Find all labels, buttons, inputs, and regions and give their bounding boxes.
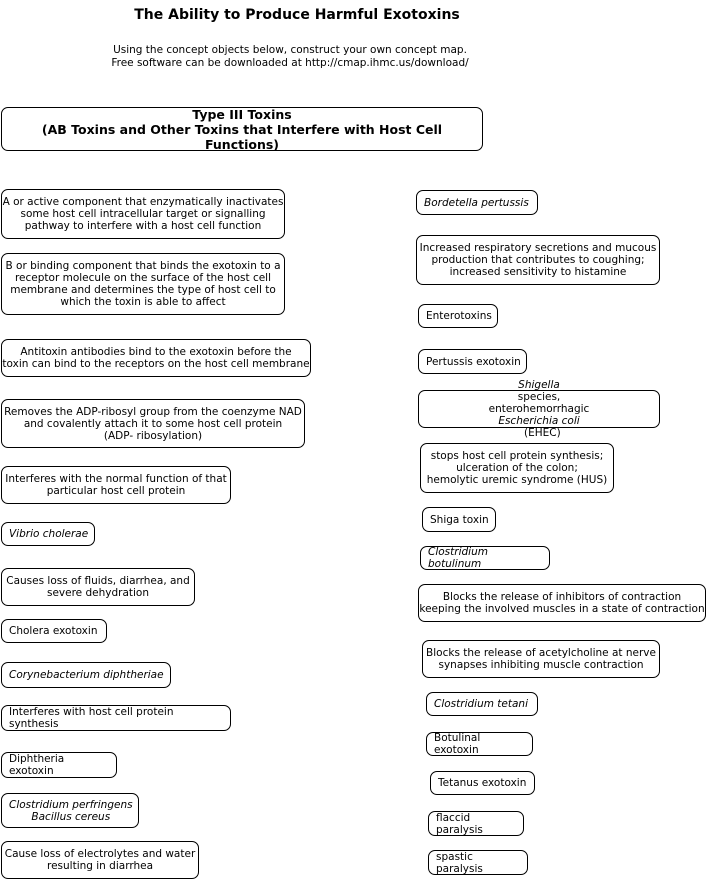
concept-line: increased sensitivity to histamine — [449, 266, 627, 278]
concept-text: Botulinal exotoxin — [434, 732, 481, 756]
concept-line: severe dehydration — [46, 587, 149, 599]
concept-clostridium-perfringens[interactable] — [1, 793, 139, 828]
concept-corynebacterium[interactable] — [1, 662, 171, 688]
concept-line: membrane and determines the type of host cell to — [10, 284, 276, 296]
concept-line: Blocks the release of acetylcholine at nerve — [426, 647, 656, 659]
concept-b-component[interactable] — [1, 253, 285, 315]
concept-line: particular host cell protein — [46, 485, 186, 497]
concept-text: Shiga toxin — [430, 513, 489, 526]
concept-line: B or binding component that binds the exotoxin to a — [5, 260, 281, 272]
concept-cholera-exotoxin[interactable] — [1, 619, 107, 643]
escherichia-coli: Escherichia coli — [498, 415, 580, 427]
concept-line: stops host cell protein synthesis; — [430, 450, 604, 462]
concept-line: toxin can bind to the receptors on the host cell membrane — [2, 358, 310, 370]
concept-text: Pertussis exotoxin — [426, 355, 521, 368]
concept-line: synapses inhibiting muscle contraction — [438, 659, 644, 671]
concept-clostridium-tetani[interactable] — [426, 692, 538, 716]
concept-interferes-function[interactable] — [1, 466, 231, 504]
concept-fluid-loss[interactable] — [1, 568, 195, 606]
concept-line: Antitoxin antibodies bind to the exotoxin before the — [20, 346, 292, 358]
concept-text: Clostridium botulinum — [428, 546, 488, 570]
concept-spastic-paralysis[interactable] — [428, 850, 528, 875]
concept-line — [489, 403, 590, 439]
instructions — [0, 44, 580, 70]
concept-a-component[interactable] — [1, 189, 285, 239]
instructions-line-2: Free software can be downloaded at http://cmap.ihmc.us/download/ — [111, 57, 469, 69]
concept-blocks-inhibitors[interactable] — [418, 584, 706, 622]
concept-line: Cause loss of electrolytes and water — [4, 848, 196, 860]
shigella-species: species, — [517, 391, 561, 403]
concept-electrolytes[interactable] — [1, 841, 199, 879]
concept-line — [489, 379, 590, 403]
concept-shigella[interactable] — [418, 379, 660, 439]
concept-text: Bordetella pertussis — [424, 196, 529, 209]
concept-respiratory[interactable] — [416, 235, 660, 285]
shigella-genus: Shigella — [518, 379, 560, 391]
page-title: The Ability to Produce Harmful Exotoxins — [134, 7, 460, 23]
concept-line: Blocks the release of inhibitors of contraction — [442, 591, 682, 603]
concept-protein-synthesis[interactable] — [1, 705, 231, 731]
ehec-prefix: enterohemorrhagic — [488, 403, 590, 415]
concept-flaccid-paralysis[interactable] — [428, 811, 524, 836]
header-line-1: Type III Toxins — [192, 106, 292, 122]
concept-line: and covalently attach it to some host cell protein — [23, 417, 283, 430]
concept-text: flaccid paralysis — [436, 811, 483, 836]
concept-text: Diphtheria exotoxin — [9, 753, 65, 777]
concept-line: which the toxin is able to affect — [60, 296, 226, 308]
concept-text: Corynebacterium diphtheriae — [9, 669, 164, 681]
concept-line: production that contributes to coughing; — [431, 254, 645, 266]
concept-line: A or active component that enzymatically inactivates — [2, 196, 284, 208]
concept-pertussis-exotoxin[interactable] — [418, 349, 527, 374]
concept-stops-synthesis[interactable] — [420, 443, 614, 493]
concept-line: receptor molecule on the surface of the host cell — [14, 272, 272, 284]
concept-text: Vibrio cholerae — [9, 528, 89, 540]
concept-line: hemolytic uremic syndrome (HUS) — [426, 474, 608, 486]
ehec-suffix: (EHEC) — [517, 427, 561, 439]
concept-adp-ribosylation[interactable] — [1, 399, 305, 448]
concept-text: spastic paralysis — [436, 850, 483, 875]
concept-shiga-toxin[interactable] — [422, 507, 496, 532]
concept-line: keeping the involved muscles in a state of contraction — [419, 603, 705, 615]
concept-line: (ADP- ribosylation) — [103, 429, 203, 442]
concept-line: Interferes with the normal function of that — [5, 473, 227, 485]
concept-line: ulceration of the colon; — [456, 462, 578, 474]
concept-line: resulting in diarrhea — [46, 860, 154, 872]
concept-text: Interferes with host cell protein synthesis — [9, 706, 174, 730]
concept-line: Clostridium perfringens — [9, 798, 133, 811]
concept-line: Increased respiratory secretions and mucous — [419, 242, 657, 254]
concept-line: some host cell intracellular target or signalling — [20, 208, 266, 220]
header-line-2: (AB Toxins and Other Toxins that Interfere with Host Cell Functions) — [41, 121, 443, 152]
concept-text: Cholera exotoxin — [9, 625, 98, 637]
concept-blocks-acetylcholine[interactable] — [422, 640, 660, 678]
concept-line: Bacillus cereus — [31, 810, 111, 823]
instructions-line-1: Using the concept objects below, construct your own concept map. — [113, 44, 467, 56]
concept-bordetella[interactable] — [416, 190, 538, 215]
concept-diphtheria-exotoxin[interactable] — [1, 752, 117, 778]
concept-text: Clostridium tetani — [434, 698, 528, 710]
concept-line: Causes loss of fluids, diarrhea, and — [6, 575, 190, 587]
concept-line: Removes the ADP-ribosyl group from the coenzyme NAD — [4, 405, 302, 418]
concept-text: Enterotoxins — [426, 310, 492, 322]
concept-text: Tetanus exotoxin — [438, 777, 527, 789]
concept-antitoxin[interactable] — [1, 339, 311, 377]
concept-tetanus-exotoxin[interactable] — [430, 771, 535, 795]
concept-clostridium-botulinum[interactable] — [420, 546, 550, 570]
concept-enterotoxins[interactable] — [418, 304, 498, 328]
concept-botulinal-exotoxin[interactable] — [426, 732, 533, 756]
type-iii-toxins-header[interactable] — [1, 107, 483, 151]
concept-line: pathway to interfere with a host cell function — [24, 220, 262, 232]
concept-vibrio-cholerae[interactable] — [1, 522, 95, 546]
